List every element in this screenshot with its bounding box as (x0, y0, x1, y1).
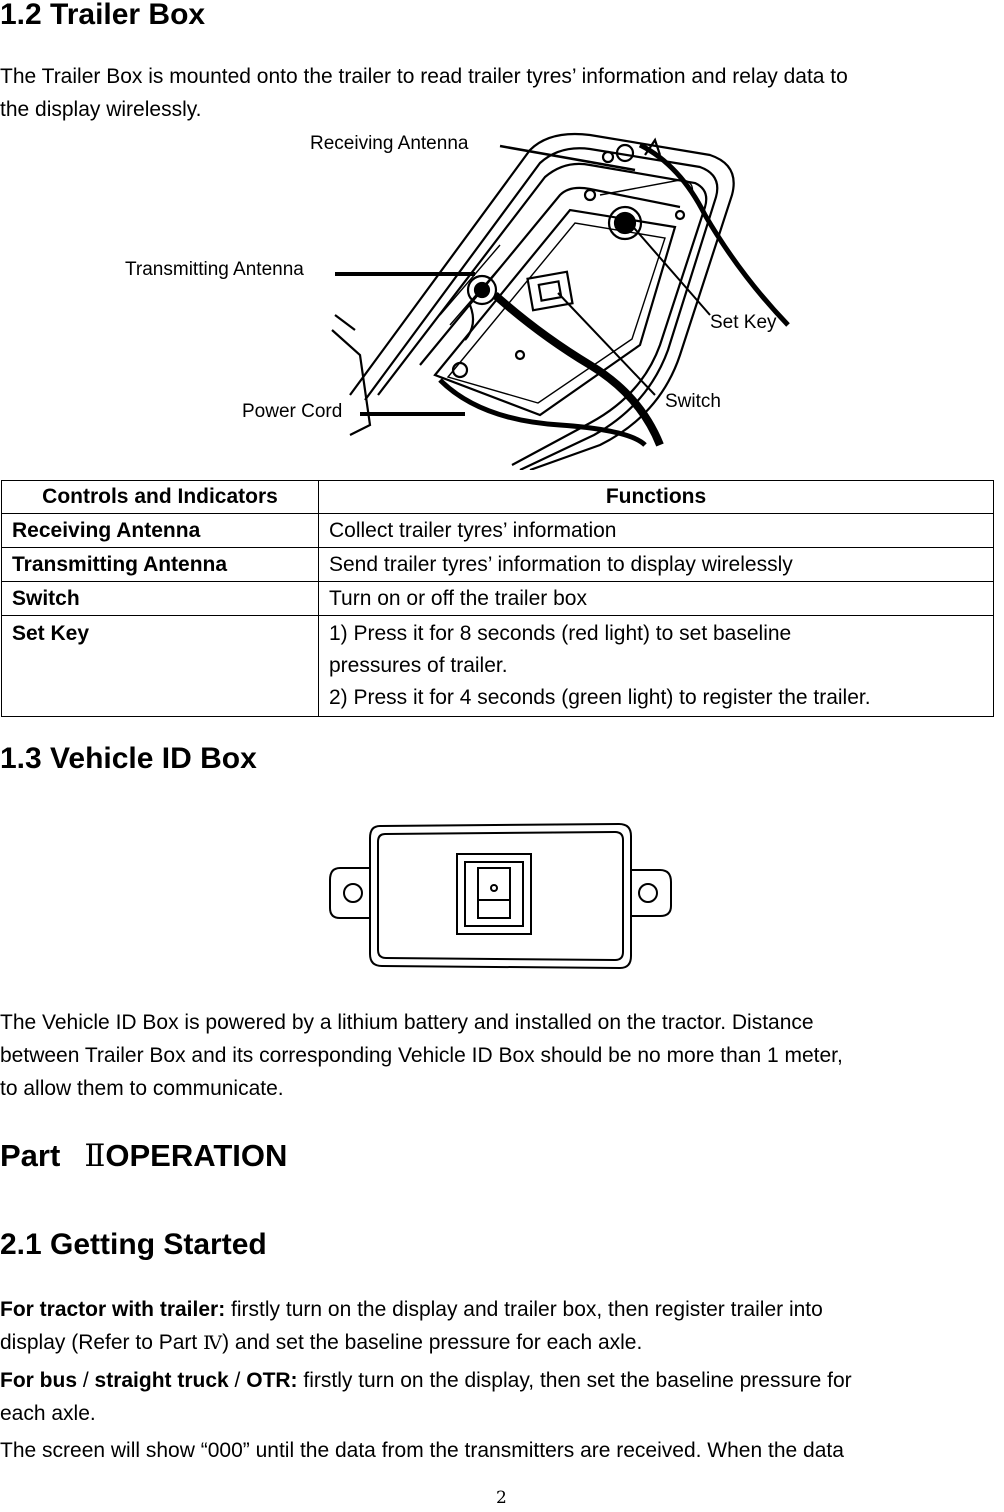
paragraph-line: between Trailer Box and its corresponding Vehicle ID Box should be no more than 1 meter, (0, 1044, 843, 1067)
trailer-box-illustration (120, 125, 800, 470)
table-row (2, 514, 994, 548)
paragraph-line (0, 1293, 1004, 1326)
tractor-text-part: display (Refer to Part (0, 1331, 204, 1354)
control-cell: Set Key (2, 616, 319, 717)
vehicle-id-box-illustration (325, 818, 677, 973)
label-power-cord: Power Cord (242, 401, 343, 422)
page-number: 2 (496, 1488, 507, 1508)
otr-label: OTR: (246, 1369, 298, 1392)
table-header: Functions (319, 481, 994, 514)
bus-text: firstly turn on the display, then set the baseline pressure for (297, 1369, 852, 1392)
paragraph-line (0, 1364, 1004, 1397)
getting-started-paragraph (0, 1293, 1004, 1467)
part-label: Part (0, 1138, 61, 1173)
tractor-label: For tractor with trailer: (0, 1298, 226, 1321)
label-separator: / (77, 1369, 95, 1392)
tractor-text-part: ) and set the baseline pressure for each axle. (222, 1331, 643, 1354)
paragraph-line: The Vehicle ID Box is powered by a lithium battery and installed on the tractor. Distance (0, 1011, 814, 1034)
part-reference-numeral: Ⅳ (203, 1332, 223, 1354)
function-line: 1) Press it for 8 seconds (red light) to set baseline (329, 622, 792, 645)
function-line: pressures of trailer. (329, 654, 508, 677)
part-title: OPERATION (105, 1138, 288, 1173)
function-line: 2) Press it for 4 seconds (green light) to register the trailer. (329, 686, 871, 709)
function-cell: Collect trailer tyres’ information (319, 514, 994, 548)
trailer-box-paragraph (0, 60, 848, 126)
control-cell: Transmitting Antenna (2, 548, 319, 582)
table-row (2, 582, 994, 616)
paragraph-line: to allow them to communicate. (0, 1077, 284, 1100)
paragraph-line: the display wirelessly. (0, 98, 202, 121)
table-row (2, 548, 994, 582)
label-switch: Switch (665, 391, 721, 412)
straight-truck-label: straight truck (94, 1369, 229, 1392)
function-cell: Turn on or off the trailer box (319, 582, 994, 616)
control-cell: Receiving Antenna (2, 514, 319, 548)
bus-label: For bus (0, 1369, 77, 1392)
paragraph-line: The screen will show “000” until the data from the transmitters are received. When the data (0, 1439, 844, 1462)
trailer-box-figure (120, 125, 800, 470)
label-receiving-antenna: Receiving Antenna (310, 133, 469, 154)
vehicle-id-box-figure (325, 818, 677, 973)
paragraph-line (0, 1326, 1004, 1360)
section-heading-trailer-box: 1.2 Trailer Box (0, 0, 206, 31)
part-numeral: Ⅱ (84, 1138, 106, 1174)
section-heading-vehicle-id-box: 1.3 Vehicle ID Box (0, 742, 257, 775)
vehicle-id-box-paragraph (0, 1006, 843, 1105)
table-row (2, 616, 994, 717)
section-heading-getting-started: 2.1 Getting Started (0, 1228, 267, 1261)
part-heading (0, 1138, 287, 1174)
table-header-row (2, 481, 994, 514)
control-cell: Switch (2, 582, 319, 616)
tractor-text: firstly turn on the display and trailer box, then register trailer into (225, 1298, 823, 1321)
paragraph-line: each axle. (0, 1402, 96, 1425)
table-header: Controls and Indicators (2, 481, 319, 514)
label-set-key: Set Key (710, 312, 777, 333)
label-separator: / (228, 1369, 247, 1392)
controls-table (1, 480, 994, 717)
label-transmitting-antenna: Transmitting Antenna (125, 259, 304, 280)
paragraph-line: The Trailer Box is mounted onto the trailer to read trailer tyres’ information and relay data to (0, 65, 848, 88)
function-cell: Send trailer tyres’ information to display wirelessly (319, 548, 994, 582)
function-cell (319, 616, 994, 717)
